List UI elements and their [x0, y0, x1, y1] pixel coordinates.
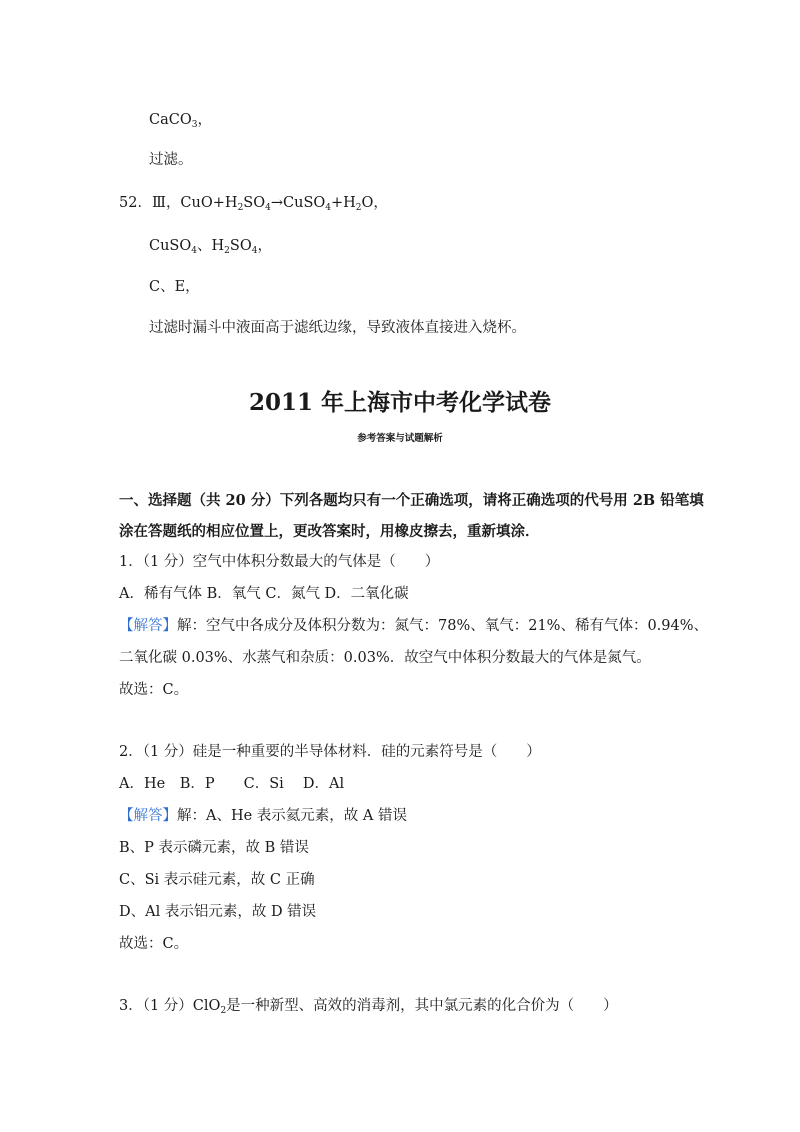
- question-1-options: A．稀有气体 B．氧气 C．氮气 D．二氧化碳: [119, 586, 409, 602]
- question-52-answer: 52．Ⅲ，$CuO+H_2SO_4\to CuSO_4+H_2O$，: [119, 195, 388, 213]
- section-heading-line1: 一、选择题（共 20 分）下列各题均只有一个正确选项，请将正确选项的代号用 2B 铅笔填: [119, 492, 704, 509]
- question-2-stem: 2．（1 分）硅是一种重要的半导体材料．硅的元素符号是（ ）: [119, 744, 541, 760]
- answer-line-reason: 过滤时漏斗中液面高于滤纸边缘，导致液体直接进入烧杯。: [149, 320, 526, 336]
- page-subtitle: 参考答案与试题解析: [357, 433, 443, 444]
- question-1-stem: 1．（1 分）空气中体积分数最大的气体是（ ）: [119, 554, 440, 570]
- question-2-answer-line2: B、P 表示磷元素，故 B 错误: [119, 840, 309, 856]
- question-2-answer-line3: C、Si 表示硅元素，故 C 正确: [119, 872, 315, 888]
- answer-tag: 【解答】: [119, 618, 177, 634]
- answer-line-ce: C、E，: [149, 279, 200, 295]
- question-1-answer-line1: 【解答】解：空气中各成分及体积分数为：氮气：78%、氧气：21%、稀有气体：0.94%、: [119, 618, 709, 634]
- question-1-choice: 故选：C。: [119, 682, 189, 698]
- question-2-answer-line1: 【解答】解：A、He 表示氦元素，故 A 错误: [119, 808, 407, 824]
- section-heading-line2: 涂在答题纸的相应位置上，更改答案时，用橡皮擦去，重新填涂．: [119, 523, 540, 540]
- question-2-options: A．He B．P C．Si D．Al: [119, 776, 345, 792]
- page-title: 2011 年上海市中考化学试卷: [248, 389, 552, 416]
- answer-tag: 【解答】: [119, 808, 177, 824]
- question-1-answer-line2: 二氧化碳 0.03%、水蒸气和杂质：0.03%．故空气中体积分数最大的气体是氮气。: [119, 650, 651, 666]
- answer-line-cuso4: CuSO$_4$、$H_2SO_4$，: [149, 238, 272, 256]
- question-2-answer-line4: D、Al 表示铝元素，故 D 错误: [119, 904, 317, 920]
- question-2-choice: 故选：C。: [119, 936, 189, 952]
- answer-line-caco3: CaCO$_3$，: [149, 112, 212, 130]
- question-3-stem: 3．（1 分）ClO$_2$是一种新型、高效的消毒剂，其中氯元素的化合价为（ ）: [119, 998, 618, 1016]
- answer-line-filter: 过滤。: [149, 152, 193, 168]
